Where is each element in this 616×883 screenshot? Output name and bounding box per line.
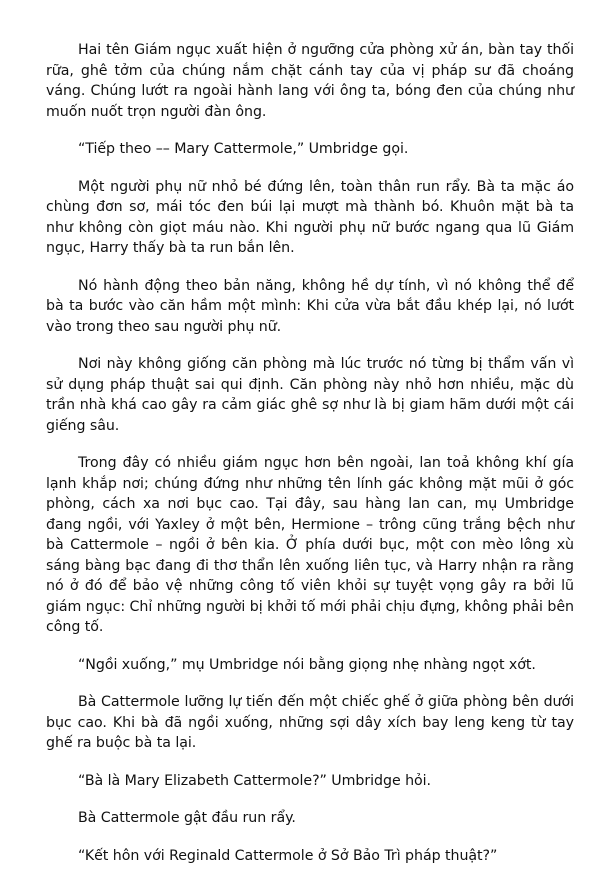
paragraph: Bà Cattermole lưỡng lự tiến đến một chiếc ghế ở giữa phòng bên dưới bục cao. Khi bà đã ngồi xuống, những sợi dây xích bay leng keng từ tay ghế ra buộc bà ta lại.: [46, 694, 574, 751]
paragraph: “Bà là Mary Elizabeth Cattermole?” Umbridge hỏi.: [78, 772, 432, 789]
paragraph: Bà Cattermole gật đầu run rẩy.: [78, 810, 296, 826]
paragraph: Nơi này không giống căn phòng mà lúc trước nó từng bị thẩm vấn vì sử dụng pháp thuật sai qui định. Căn phòng này nhỏ hơn nhiều, mặc dù trần nhà khá cao gây ra cảm giác ghê sợ như là bị giam hãm dưới một cái giếng sâu.: [46, 356, 574, 434]
paragraph: Trong đây có nhiều giám ngục hơn bên ngoài, lan toả không khí gía lạnh khắp nơi; chúng đứng như những tên lính gác không mặt mũi ở góc phòng, cách xa nơi bục cao. Tại đây, sau hàng lan can, mụ Umbridge đang ngồi, với Yaxley ở một bên, Hermione – trông cũng trắng bệch như bà Cattermole – ngồi ở bên kia. Ở phía dưới bục, một con mèo lông xù sáng bàng bạc đang đi thơ thẩn lên xuống liên tục, và Harry nhận ra rằng nó ở đó để bảo vệ những công tố viên khỏi sự tuyệt vọng gây ra bởi lũ giám ngục: Chỉ những người bị khởi tố mới phải chịu đựng, không phải bên công tố.: [46, 455, 574, 635]
document-page: [46, 40, 574, 883]
paragraph: Nó hành động theo bản năng, không hề dự tính, vì nó không thể để bà ta bước vào căn hầm một mình: Khi cửa vừa bắt đầu khép lại, nó lướt vào trong theo sau người phụ nữ.: [46, 277, 574, 335]
paragraph: Hai tên Giám ngục xuất hiện ở ngưỡng cửa phòng xử án, bàn tay thối rữa, ghê tởm của chúng nắm chặt cánh tay của vị pháp sư đã choáng váng. Chúng lướt ra ngoài hành lang với ông ta, bóng đen của chúng như muốn nuốt trọn người đàn ông.: [46, 42, 574, 120]
paragraph: “Tiếp theo –– Mary Cattermole,” Umbridge gọi.: [78, 141, 409, 157]
paragraph: “Kết hôn với Reginald Cattermole ở Sở Bảo Trì pháp thuật?”: [78, 847, 498, 864]
paragraph: Một người phụ nữ nhỏ bé đứng lên, toàn thân run rẩy. Bà ta mặc áo chùng đơn sơ, mái tóc đen búi lại mượt mà thành bó. Khuôn mặt bà ta như không còn giọt máu nào. Khi người phụ nữ bước ngang qua lũ Giám ngục, Harry thấy bà ta run bắn lên.: [46, 178, 574, 256]
paragraph: “Ngồi xuống,” mụ Umbridge nói bằng giọng nhẹ nhàng ngọt xớt.: [78, 656, 536, 673]
